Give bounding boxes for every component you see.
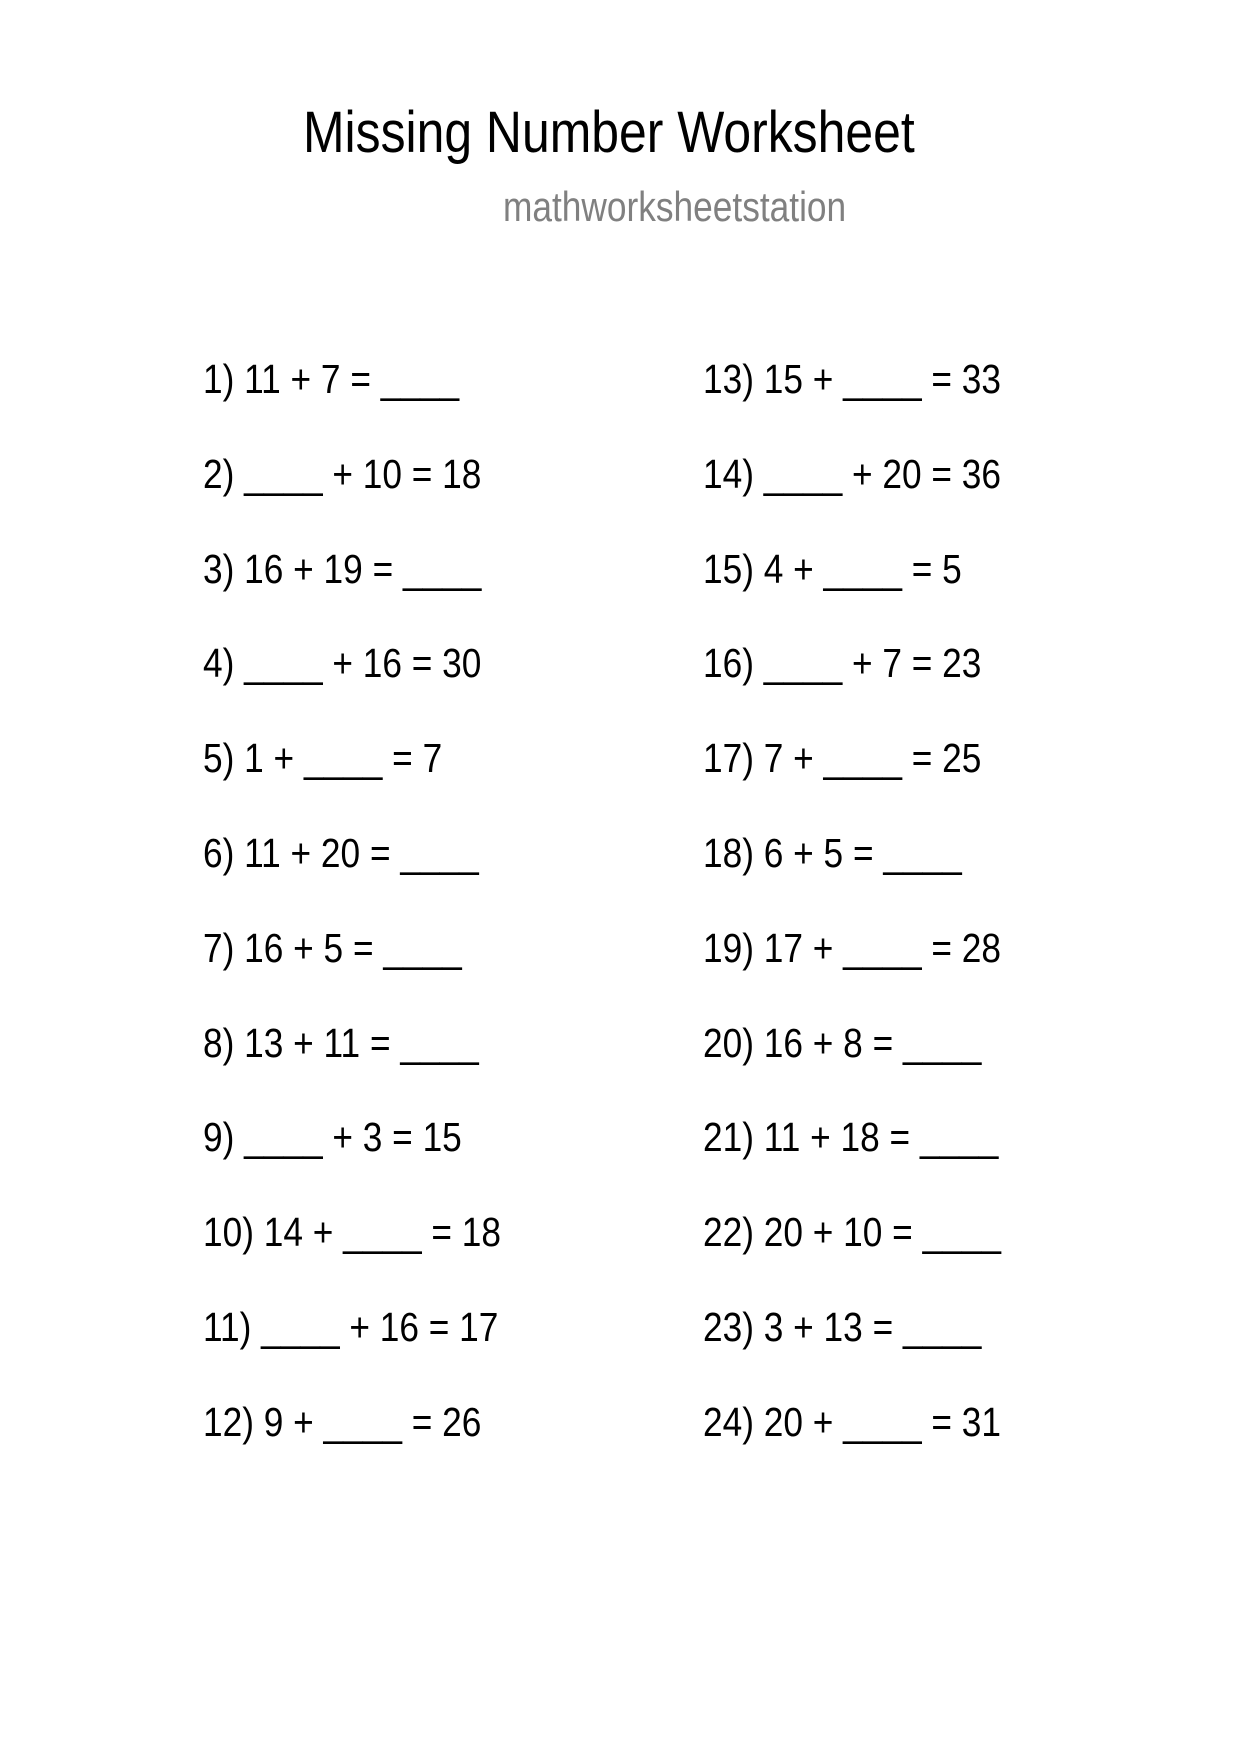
problem-6: 6) 11 + 20 = ____ <box>203 829 479 876</box>
problem-16: 16) ____ + 7 = 23 <box>703 640 982 687</box>
problem-22: 22) 20 + 10 = ____ <box>703 1209 1002 1256</box>
problem-18: 18) 6 + 5 = ____ <box>703 829 962 876</box>
problem-2: 2) ____ + 10 = 18 <box>203 450 482 497</box>
problem-7: 7) 16 + 5 = ____ <box>203 924 462 971</box>
problem-9: 9) ____ + 3 = 15 <box>203 1114 462 1161</box>
problem-24: 24) 20 + ____ = 31 <box>703 1398 1002 1445</box>
problems-column-left <box>203 354 550 1492</box>
problem-23: 23) 3 + 13 = ____ <box>703 1303 982 1350</box>
problem-10: 10) 14 + ____ = 18 <box>203 1209 502 1256</box>
worksheet-title: Missing Number Worksheet <box>303 100 915 165</box>
problem-4: 4) ____ + 16 = 30 <box>203 640 482 687</box>
problem-15: 15) 4 + ____ = 5 <box>703 545 962 592</box>
problem-19: 19) 17 + ____ = 28 <box>703 924 1002 971</box>
problem-21: 21) 11 + 18 = ____ <box>703 1114 999 1161</box>
problem-20: 20) 16 + 8 = ____ <box>703 1019 982 1066</box>
problem-17: 17) 7 + ____ = 25 <box>703 735 982 782</box>
problem-11: 11) ____ + 16 = 17 <box>203 1303 499 1350</box>
problem-5: 5) 1 + ____ = 7 <box>203 735 443 782</box>
problem-3: 3) 16 + 19 = ____ <box>203 545 482 592</box>
problem-12: 12) 9 + ____ = 26 <box>203 1398 482 1445</box>
problem-14: 14) ____ + 20 = 36 <box>703 450 1002 497</box>
problem-13: 13) 15 + ____ = 33 <box>703 356 1002 402</box>
problems-column-right <box>703 354 1050 1492</box>
worksheet-source: mathworksheetstation <box>503 183 847 230</box>
problem-1: 1) 11 + 7 = ____ <box>203 356 460 402</box>
problem-8: 8) 13 + 11 = ____ <box>203 1019 479 1066</box>
